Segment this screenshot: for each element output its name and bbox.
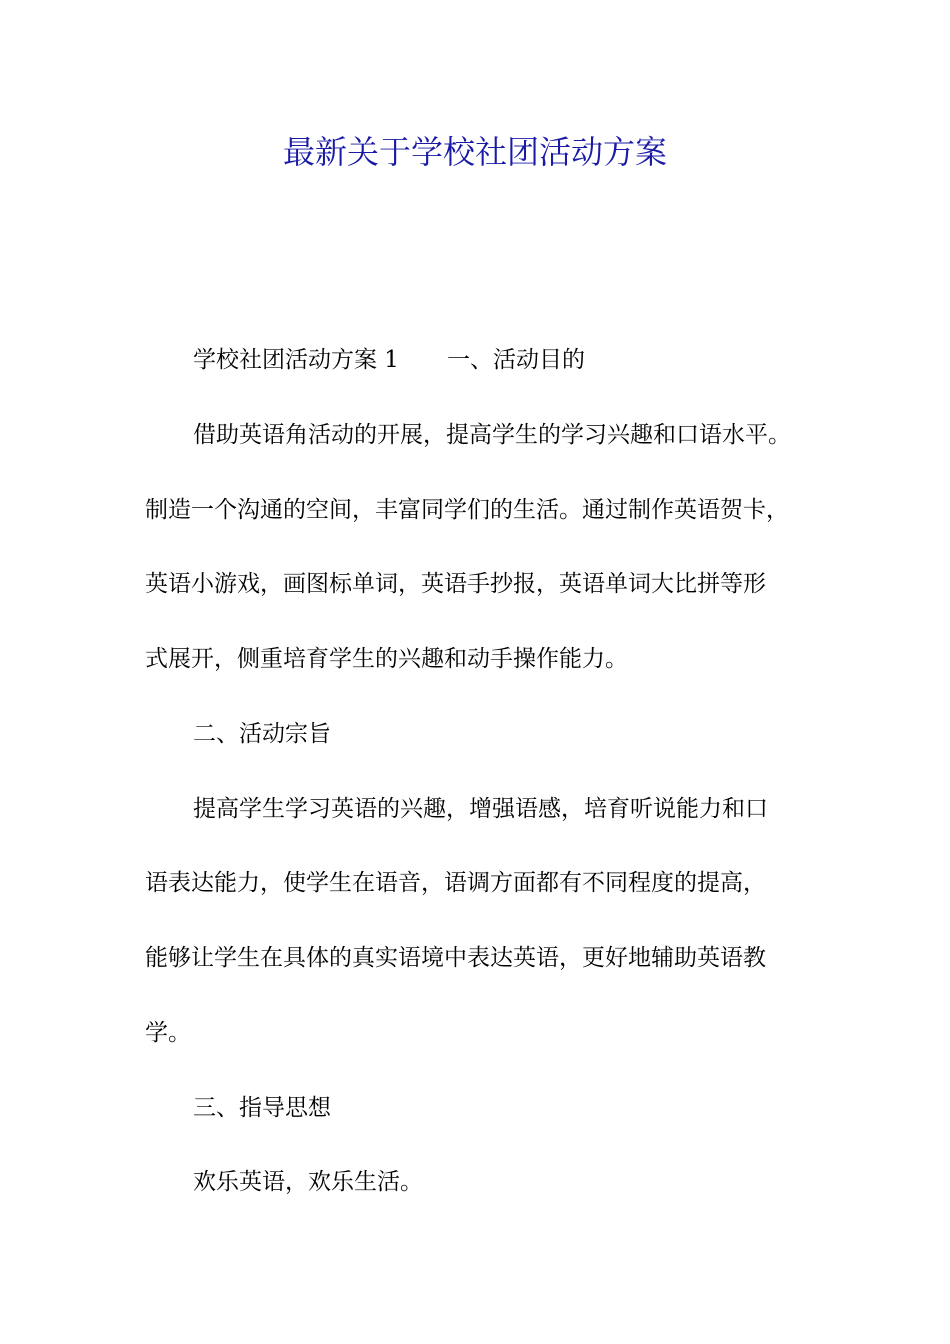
section-heading-3: 三、指导思想 xyxy=(193,1095,331,1121)
document-title: 最新关于学校社团活动方案 xyxy=(282,133,667,171)
paragraph-line-12: 欢乐英语，欢乐生活。 xyxy=(193,1169,423,1195)
paragraph-line-8: 语表达能力，使学生在语音，语调方面都有不同程度的提高， xyxy=(145,870,766,896)
section-heading-2: 二、活动宗旨 xyxy=(193,721,331,747)
paragraph-line-3: 制造一个沟通的空间，丰富同学们的生活。通过制作英语贺卡， xyxy=(145,497,789,523)
section-heading-1: 一、活动目的 xyxy=(446,347,585,373)
paragraph-line-1 xyxy=(193,345,585,375)
paragraph-line-9: 能够让学生在具体的真实语境中表达英语，更好地辅助英语教 xyxy=(145,945,766,971)
plan-heading: 学校社团活动方案 1 xyxy=(193,347,399,373)
paragraph-line-10: 学。 xyxy=(145,1020,191,1046)
paragraph-line-2: 借助英语角活动的开展，提高学生的学习兴趣和口语水平。 xyxy=(193,422,791,448)
paragraph-line-4: 英语小游戏，画图标单词，英语手抄报，英语单词大比拼等形 xyxy=(145,571,766,597)
paragraph-line-5: 式展开，侧重培育学生的兴趣和动手操作能力。 xyxy=(145,646,628,672)
paragraph-line-7: 提高学生学习英语的兴趣，增强语感，培育听说能力和口 xyxy=(193,796,768,822)
